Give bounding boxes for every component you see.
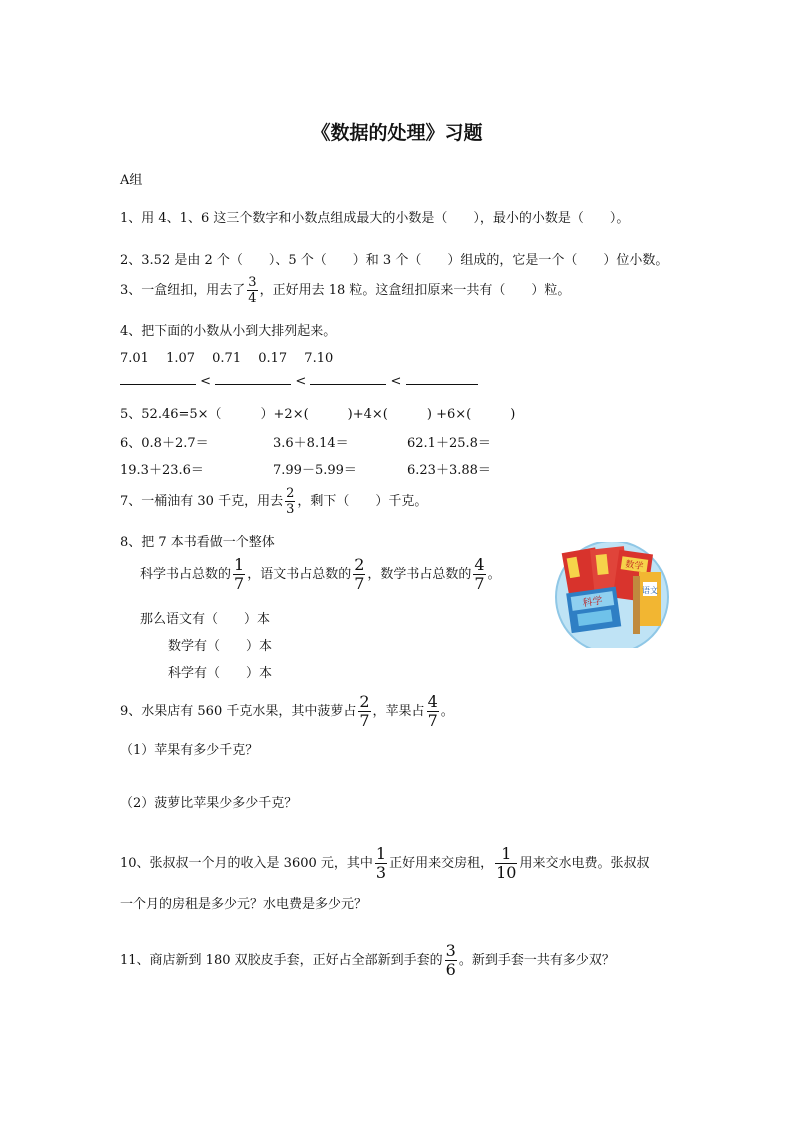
q10-fraction-utilities xyxy=(495,846,517,881)
answer-blank[interactable] xyxy=(310,372,386,385)
q6-row2-item3: 6.23＋3.88＝ xyxy=(407,463,491,478)
fraction-numerator: 3 xyxy=(445,941,456,960)
book-science xyxy=(566,587,621,634)
q7-fraction xyxy=(285,487,295,516)
q10-fraction-rent xyxy=(375,846,387,881)
fraction-numerator: 4 xyxy=(474,555,485,574)
q10-text-before: 10、张叔叔一个月的收入是 3600 元，其中 xyxy=(120,856,373,871)
fraction-denominator: 7 xyxy=(234,574,245,593)
less-than-sign: < xyxy=(295,374,307,389)
question-9 xyxy=(120,694,454,729)
book-spine xyxy=(633,576,640,634)
book-label-math: 数学 xyxy=(624,559,644,573)
q9-text-mid: ，苹果占 xyxy=(372,704,425,719)
q8-answer-math: 数学有（ ）本 xyxy=(168,639,273,654)
fraction-denominator: 10 xyxy=(496,863,517,882)
q9-text-after: 。 xyxy=(440,704,454,719)
q6-row1-item3: 62.1＋25.8＝ xyxy=(407,436,491,451)
fraction-denominator: 7 xyxy=(354,574,365,593)
books-illustration xyxy=(553,542,671,648)
q9-subquestion-1: （1）苹果有多少千克？ xyxy=(120,743,259,758)
q10-text-after: 用来交水电费。张叔叔 xyxy=(519,856,650,871)
q7-text-before: 7、一桶油有 30 千克，用去 xyxy=(120,494,284,509)
q8-text-3: ，数学书占总数的 xyxy=(367,567,472,582)
fraction-numerator: 2 xyxy=(286,486,295,501)
question-11 xyxy=(120,943,615,978)
q9-fraction-pineapple xyxy=(358,694,370,729)
book-label-chinese: 语文 xyxy=(642,586,658,595)
fraction-denominator: 4 xyxy=(248,291,257,306)
fraction-denominator: 7 xyxy=(474,574,485,593)
question-2: 2、3.52 是由 2 个（ ）、5 个（ ）和 3 个（ ）组成的，它是一个（ ）位小数。 xyxy=(120,253,669,268)
q11-fraction xyxy=(445,943,457,978)
q7-text-after: ，剩下（ ）千克。 xyxy=(297,494,428,509)
question-10 xyxy=(120,846,649,881)
q3-text-before: 3、一盒纽扣，用去了 xyxy=(120,283,246,298)
fraction-numerator: 1 xyxy=(501,844,512,863)
less-than-sign: < xyxy=(200,374,212,389)
fraction-denominator: 7 xyxy=(427,711,438,730)
q6-row1-item2: 3.6＋8.14＝ xyxy=(273,436,349,451)
group-label: A组 xyxy=(120,173,143,188)
q9-fraction-apple xyxy=(427,694,439,729)
question-7 xyxy=(120,487,427,516)
question-5: 5、52.46=5×（ ）+2×( )+4×( ) +6×( ) xyxy=(120,407,516,422)
q3-fraction xyxy=(247,276,257,305)
q8-text-1: 科学书占总数的 xyxy=(140,567,232,582)
q6-row1-item1: 6、0.8＋2.7＝ xyxy=(120,436,209,451)
fraction-numerator: 1 xyxy=(375,844,387,863)
q9-text-before: 9、水果店有 560 千克水果，其中菠萝占 xyxy=(120,704,357,719)
q9-subquestion-2: （2）菠萝比苹果少多少千克？ xyxy=(120,796,298,811)
q8-fraction-chinese xyxy=(353,557,365,592)
fraction-numerator: 2 xyxy=(359,692,370,711)
q8-answer-science: 科学有（ ）本 xyxy=(168,666,273,681)
q10-line-2: 一个月的房租是多少元？水电费是多少元？ xyxy=(120,897,368,912)
q8-fraction-science xyxy=(233,557,245,592)
q8-statement xyxy=(140,557,501,592)
less-than-sign: < xyxy=(390,374,402,389)
q11-text-before: 11、商店新到 180 双胶皮手套，正好占全部新到手套的 xyxy=(120,953,443,968)
question-4: 4、把下面的小数从小到大排列起来。 xyxy=(120,324,337,339)
q8-fraction-math xyxy=(473,557,485,592)
q11-text-after: 。新到手套一共有多少双？ xyxy=(458,953,615,968)
q8-answer-chinese: 那么语文有（ ）本 xyxy=(140,612,271,627)
answer-blank[interactable] xyxy=(120,372,196,385)
fraction-denominator: 3 xyxy=(375,863,387,882)
q8-text-2: ，语文书占总数的 xyxy=(247,567,352,582)
fraction-numerator: 3 xyxy=(248,275,257,290)
q6-row2-item2: 7.99－5.99＝ xyxy=(273,463,357,478)
q3-text-after: ，正好用去 18 粒。这盒纽扣原来一共有（ ）粒。 xyxy=(259,283,571,298)
q6-row2-item1: 19.3＋23.6＝ xyxy=(120,463,204,478)
book-label-science: 科学 xyxy=(582,595,604,610)
q4-numbers: 7.01 1.07 0.71 0.17 7.10 xyxy=(120,351,334,366)
answer-blank[interactable] xyxy=(406,372,478,385)
book-yellow xyxy=(639,572,661,626)
fraction-denominator: 3 xyxy=(286,502,295,517)
q10-text-mid: 正好用来交房租， xyxy=(389,856,494,871)
fraction-numerator: 2 xyxy=(354,555,365,574)
answer-blank[interactable] xyxy=(215,372,291,385)
fraction-denominator: 7 xyxy=(359,711,370,730)
fraction-numerator: 4 xyxy=(427,692,438,711)
q8-text-4: 。 xyxy=(487,567,501,582)
fraction-denominator: 6 xyxy=(445,960,456,979)
question-3 xyxy=(120,276,570,305)
page-title: 《数据的处理》习题 xyxy=(311,122,483,144)
question-8: 8、把 7 本书看做一个整体 xyxy=(120,535,275,550)
q4-answer-line xyxy=(120,372,478,389)
fraction-numerator: 1 xyxy=(234,555,245,574)
question-1: 1、用 4、1、6 这三个数字和小数点组成最大的小数是（ ），最小的小数是（ ）。 xyxy=(120,211,630,226)
